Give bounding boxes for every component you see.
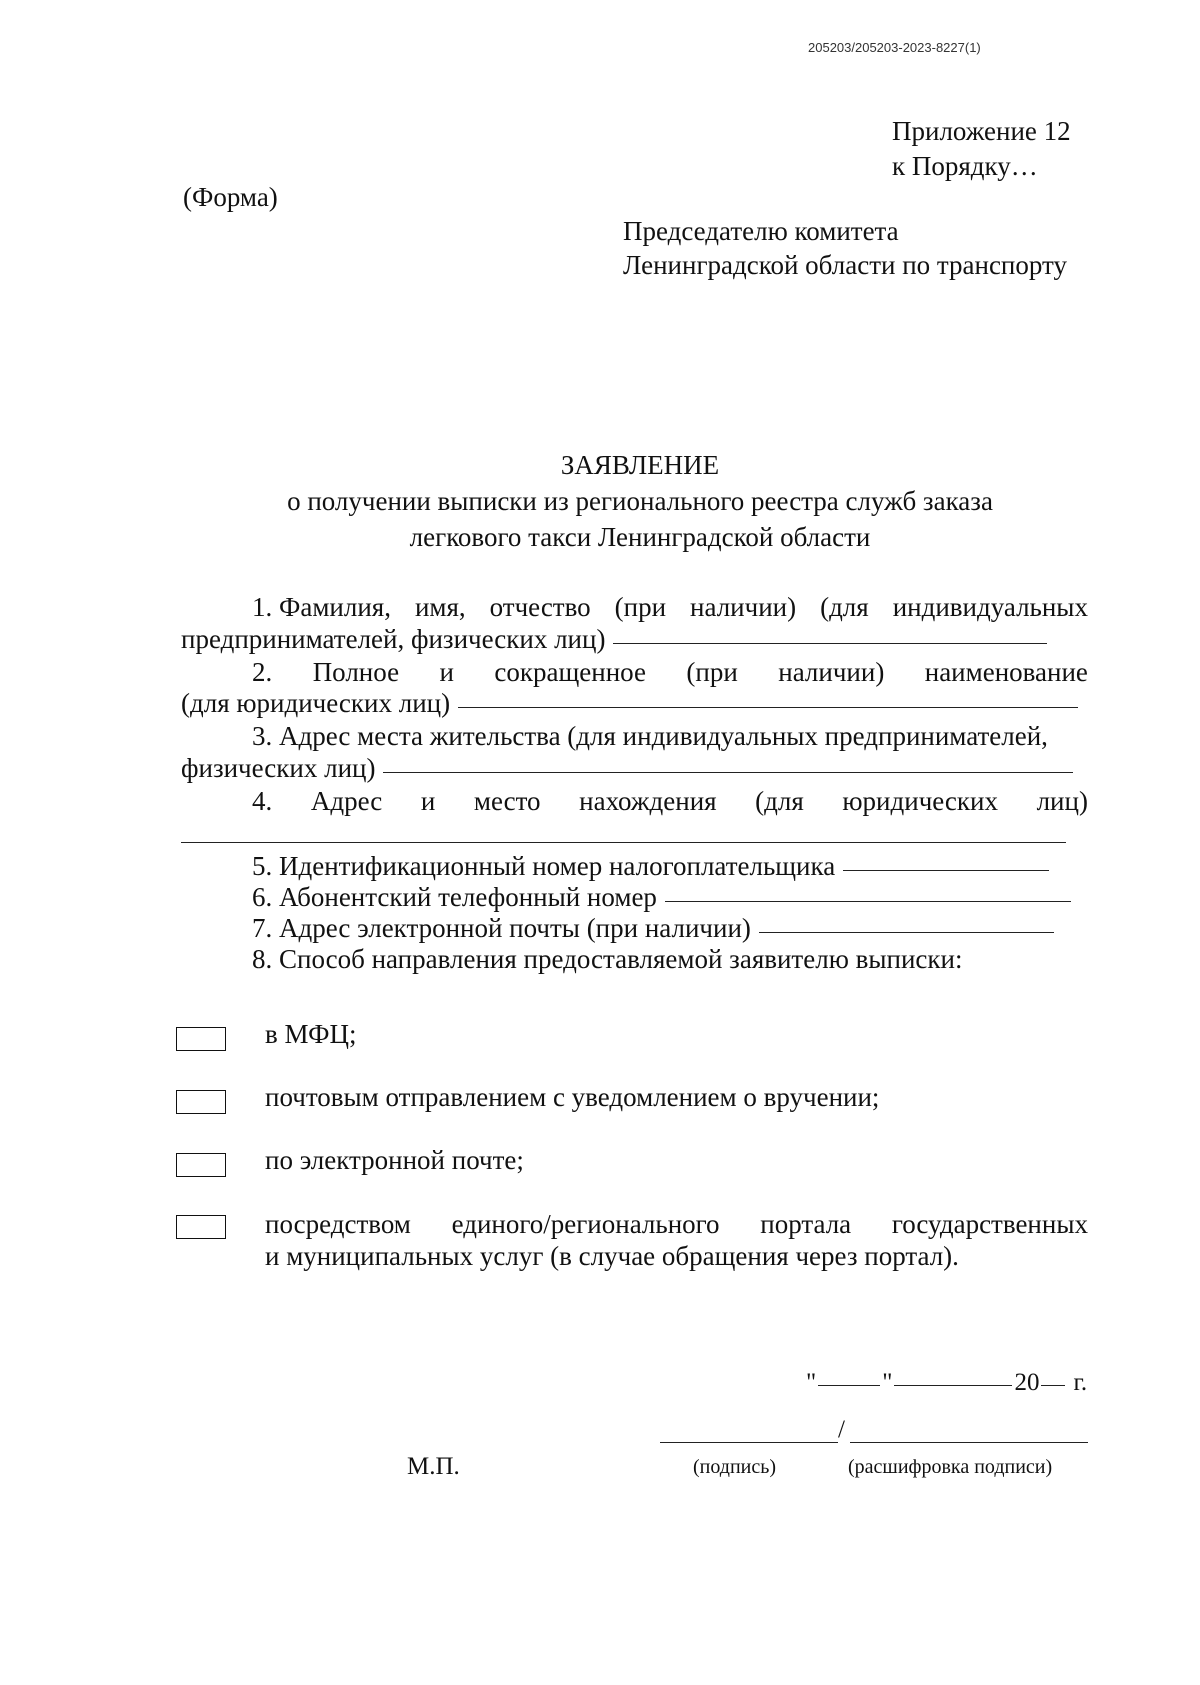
- date-line: [806, 1368, 1087, 1398]
- addressee-block: [623, 214, 1067, 282]
- legal-address-blank[interactable]: [181, 842, 1066, 843]
- word: Полное: [312, 657, 400, 687]
- signature-separator: /: [838, 1416, 845, 1443]
- word: сокращенное: [494, 657, 646, 687]
- stamp-label: М.П.: [407, 1453, 460, 1480]
- year-blank[interactable]: [1041, 1384, 1065, 1386]
- field-6-line: [252, 881, 1071, 913]
- delivery-option-label-cont: и муниципальных услуг (в случае обращения через портал).: [265, 1241, 959, 1271]
- title-block: [160, 447, 1120, 555]
- field-2-continuation: [181, 687, 1078, 719]
- word: посредством: [265, 1209, 411, 1239]
- document-title: ЗАЯВЛЕНИЕ: [560, 450, 720, 480]
- word: и: [420, 786, 436, 816]
- word: (для: [820, 592, 869, 622]
- appendix-line: Приложение 12: [892, 116, 1071, 146]
- word: единого/регионального: [451, 1209, 720, 1239]
- word: Адрес: [310, 786, 383, 816]
- addressee-line: Ленинградской области по транспорту: [623, 250, 1067, 280]
- addressee-line: Председателю комитета: [623, 216, 899, 246]
- word: имя,: [414, 592, 466, 622]
- word: отчество: [489, 592, 591, 622]
- field-3-continuation: [181, 752, 1073, 784]
- full-name-blank[interactable]: [613, 642, 1047, 644]
- delivery-option-label: [265, 1208, 1088, 1240]
- word: 1. Фамилия,: [252, 592, 391, 622]
- quote-mark: ": [806, 1369, 817, 1396]
- year-prefix: 20: [1014, 1369, 1040, 1396]
- word: лиц): [1036, 786, 1088, 816]
- word: (при: [686, 657, 738, 687]
- word: (при: [614, 592, 667, 622]
- word: место: [473, 786, 541, 816]
- field-label: 5. Идентификационный номер налогоплательщика: [252, 851, 836, 881]
- field-1-line: [252, 591, 1088, 623]
- field-label: 7. Адрес электронной почты (при наличии): [252, 913, 751, 943]
- appendix-line: к Порядку…: [892, 151, 1038, 181]
- delivery-portal-checkbox[interactable]: [176, 1215, 226, 1239]
- field-2-line: [252, 656, 1088, 688]
- field-label: 6. Абонентский телефонный номер: [252, 882, 657, 912]
- word: портала: [760, 1209, 852, 1239]
- delivery-option-label: по электронной почте;: [265, 1145, 524, 1175]
- word: юридических: [842, 786, 998, 816]
- word: индивидуальных: [892, 592, 1088, 622]
- word: и: [439, 657, 454, 687]
- signature-caption: (подпись): [693, 1456, 777, 1478]
- field-1-continuation: [181, 623, 1047, 655]
- field-3-line: 3. Адрес места жительства (для индивидуальных предпринимателей,: [252, 721, 1048, 751]
- year-suffix: г.: [1073, 1369, 1088, 1396]
- word: 2.: [252, 657, 273, 687]
- month-blank[interactable]: [894, 1384, 1012, 1386]
- field-7-line: [252, 912, 1054, 944]
- field-8-line: 8. Способ направления предоставляемой заявителю выписки:: [252, 944, 963, 974]
- form-label: (Форма): [183, 182, 278, 212]
- appendix-reference: [892, 114, 1071, 184]
- word: наименование: [924, 657, 1088, 687]
- field-5-line: [252, 850, 1049, 882]
- word: государственных: [891, 1209, 1088, 1239]
- field-label: (для юридических лиц): [181, 688, 451, 718]
- document-subtitle: о получении выписки из регионального реестра служб заказа: [287, 486, 993, 516]
- document-registration-number: 205203/205203-2023-8227(1): [808, 40, 981, 55]
- word: наличии): [690, 592, 797, 622]
- word: 4.: [252, 786, 273, 816]
- residence-address-blank[interactable]: [383, 771, 1073, 773]
- phone-number-blank[interactable]: [665, 900, 1071, 902]
- document-subtitle: легкового такси Ленинградской области: [409, 522, 871, 552]
- day-blank[interactable]: [818, 1384, 880, 1386]
- field-4-line: [252, 785, 1088, 817]
- tax-id-blank[interactable]: [843, 869, 1049, 871]
- email-blank[interactable]: [759, 931, 1054, 933]
- decoding-caption: (расшифровка подписи): [848, 1456, 1053, 1478]
- word: наличии): [778, 657, 885, 687]
- quote-mark: ": [882, 1369, 893, 1396]
- delivery-mail-checkbox[interactable]: [176, 1090, 226, 1114]
- signature-blank[interactable]: [660, 1442, 838, 1443]
- delivery-email-checkbox[interactable]: [176, 1153, 226, 1177]
- signature-decoding-blank[interactable]: [850, 1442, 1088, 1443]
- delivery-option-label: в МФЦ;: [265, 1019, 357, 1049]
- organization-name-blank[interactable]: [458, 706, 1078, 708]
- field-label: предпринимателей, физических лиц): [181, 624, 606, 654]
- delivery-mfc-checkbox[interactable]: [176, 1027, 226, 1051]
- delivery-option-label: почтовым отправлением с уведомлением о вручении;: [265, 1082, 880, 1112]
- word: (для: [755, 786, 804, 816]
- word: нахождения: [579, 786, 717, 816]
- field-label: физических лиц): [181, 753, 376, 783]
